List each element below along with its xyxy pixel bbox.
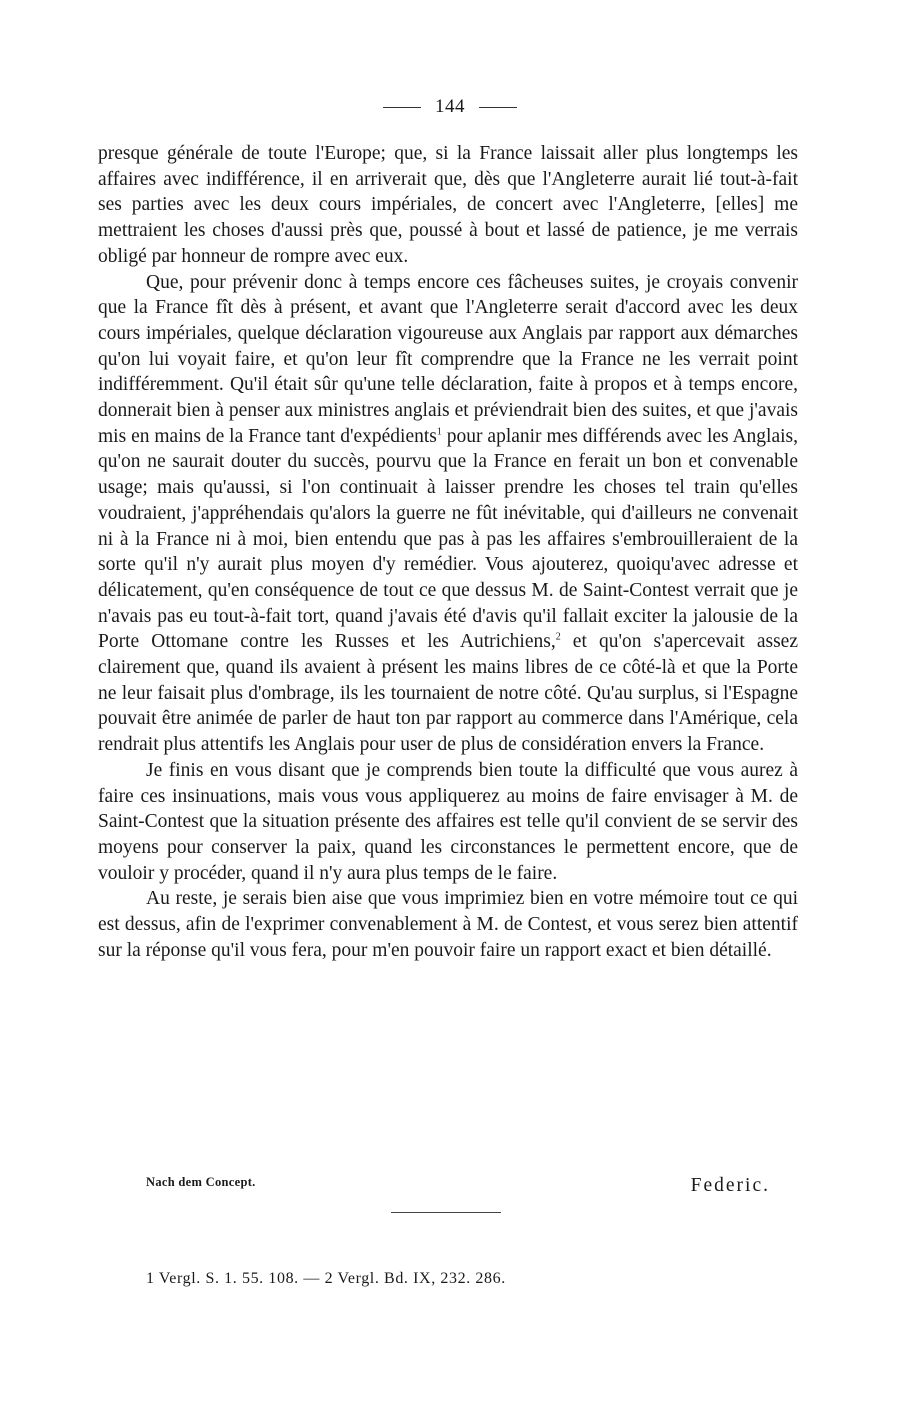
footnote-divider <box>391 1212 501 1213</box>
paragraph-1: presque générale de toute l'Europe; que, si la France laissait aller plus longtemps les affaires avec indifférence, il en arriverait que, dès que l'Angleterre aurait lié tout-à-fait ses parties avec les deux cours impériales, de concert avec l'Angleterre, [elles] me mettraient les choses d'aussi près que, poussé à bout et lassé de patience, je me verrais obligé par honneur de rompre avec eux. <box>98 143 798 267</box>
page-number: 144 <box>435 96 465 117</box>
closing-row <box>98 1175 798 1199</box>
paragraph-2-part-a: Que, pour prévenir donc à temps encore ces fâcheuses suites, je croyais convenir que la France fît dès à présent, et avant que l'Angleterre serait d'accord avec les deux cours impériales, quelque déclaration vigoureuse aux Anglais par rapport aux démarches qu'on lui voyait faire, et qu'on leur fît comprendre que la France ne les verrait point indifféremment. Qu'il était sûr qu'une telle déclaration, faite à propos et à temps encore, donnerait bien à penser aux ministres anglais et préviendrait bien des suites, et que j'avais mis en mains de la France tant d'expédients <box>98 271 798 447</box>
footnotes: 1 Vergl. S. 1. 55. 108. — 2 Vergl. Bd. IX, 232. 286. <box>146 1270 506 1287</box>
paragraph-4: Au reste, je serais bien aise que vous imprimiez bien en votre mémoire tout ce qui est dessus, afin de l'exprimer convenablement à M. de Contest, et vous serez bien attentif sur la réponse qu'il vous fera, pour m'en pouvoir faire un rapport exact et bien détaillé. <box>98 888 798 961</box>
header-rule-left <box>383 107 421 108</box>
header-rule-right <box>479 107 517 108</box>
footnote-ref-1: 1 <box>436 426 442 438</box>
paragraph-2 <box>98 270 798 758</box>
footnote-ref-2: 2 <box>555 631 561 643</box>
letter-body <box>98 141 798 964</box>
signature: Federic. <box>690 1175 770 1196</box>
paragraph-2-part-c: et qu'on s'apercevait assez clairement que, quand ils avaient à présent les mains libres de ce côté-là et que la Porte ne leur faisait plus d'ombrage, ils les tournaient de notre côté. Qu'au surplus, si l'Espagne pouvait être animée de parler de haut ton par rapport au commerce dans l'Amérique, cela rendrait plus attentifs les Anglais pour user de plus de considération envers la France. <box>98 631 798 756</box>
paragraph-3: Je finis en vous disant que je comprends bien toute la difficulté que vous aurez à faire ces insinuations, mais vous vous appliquerez au moins de faire envisager à M. de Saint-Contest que la situation présente des affaires est telle qu'il convient de se servir des moyens pour conserver la paix, quand les circonstances le permettent encore, que de vouloir y procéder, quand il n'y aura plus temps de le faire. <box>98 759 798 884</box>
page-number-header <box>0 96 900 118</box>
paragraph-2-part-b: pour aplanir mes différends avec les Anglais, qu'on ne saurait douter du succès, pourvu que la France en ferait un bon et convenable usage; mais qu'aussi, si l'on continuait à laisser prendre les choses tel train qu'elles voudraient, j'appréhendais qu'alors la guerre ne fût inévitable, qui d'ailleurs ne convenait ni à la France ni à moi, bien entendu que pas à pas les affaires s'embrouilleraient de la sorte qu'il n'y aurait plus moyen d'y remédier. Vous ajouterez, quoiqu'avec adresse et délicatement, qu'en conséquence de tout ce que dessus M. de Saint-Contest verrait que je n'avais pas eu tout-à-fait tort, quand j'avais été d'avis qu'il fallait exciter la jalousie de la Porte Ottomane contre les Russes et les Autrichiens, <box>98 425 798 653</box>
source-note: Nach dem Concept. <box>146 1175 256 1189</box>
